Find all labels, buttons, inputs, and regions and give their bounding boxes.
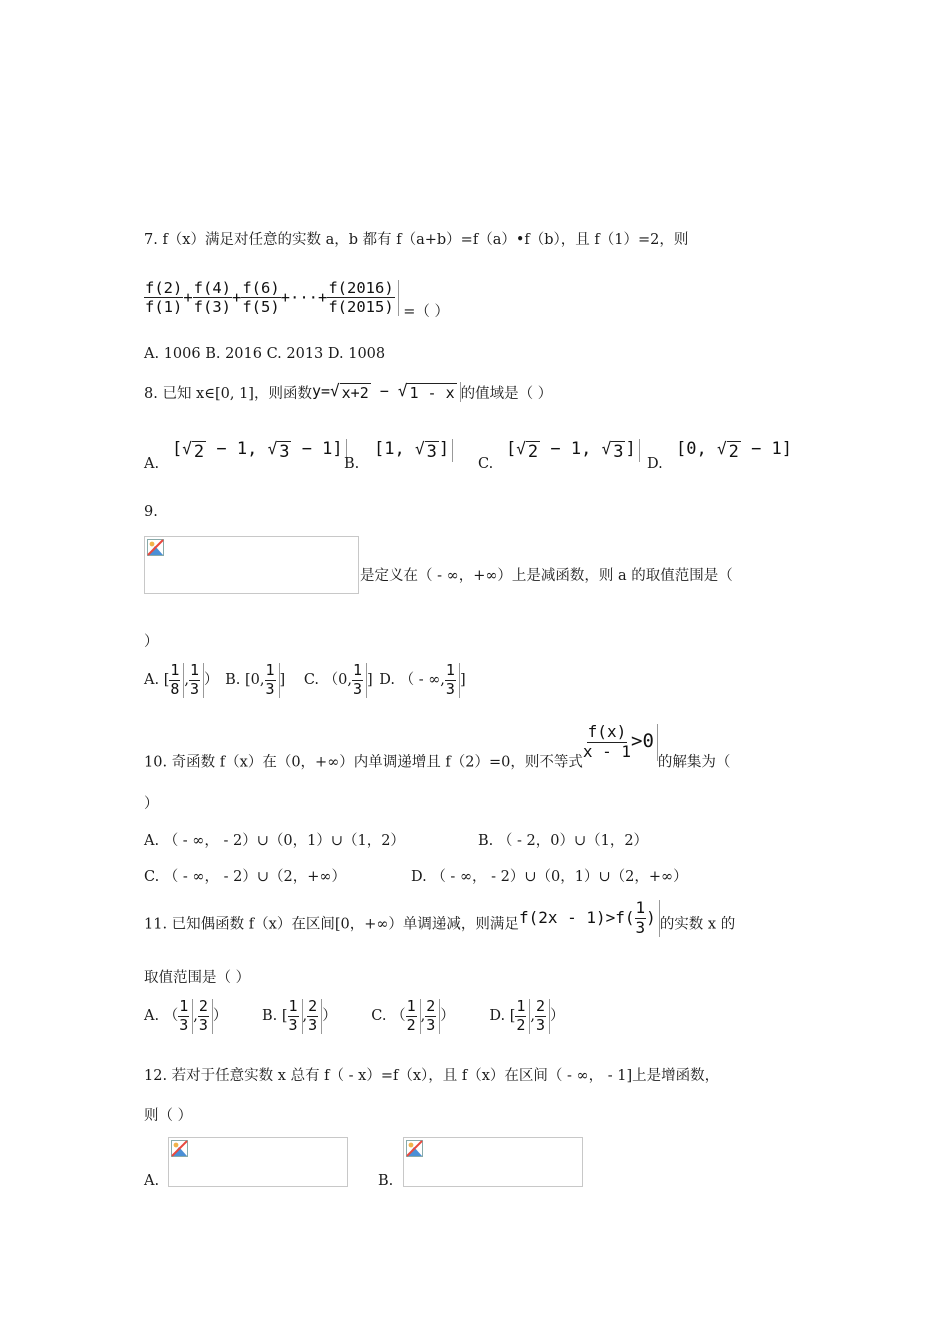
- q10-opt-c: C. （ - ∞， - 2）∪（2，+∞）: [144, 869, 346, 885]
- q12-opt-a-label: A.: [144, 1173, 160, 1189]
- q7-term-1: $\frac{f(2)}{f(1)}$: [145, 279, 183, 317]
- q12-opt-b-label: B.: [378, 1173, 394, 1189]
- q10-stem: 10. 奇函数 f（x）在（0，+∞）内单调递增且 f（2）=0，则不等式 $\frac{f(x)}{x - 1}$ >0的解集为（: [144, 722, 731, 771]
- q10-inequality: $\frac{f(x)}{x - 1}$ >0: [583, 724, 658, 761]
- q7-term-3: $\frac{f(6)}{f(5)}$: [242, 279, 280, 317]
- q9-stem: 是定义在（ - ∞，+∞）上是减函数，则 a 的取值范围是（: [360, 568, 733, 584]
- q7-options: A. 1006 B. 2016 C. 2013 D. 1008: [144, 346, 386, 362]
- q9-opt-a: A. [ $\frac{1}{8}$ , $\frac{1}{3}$ ）: [144, 661, 219, 698]
- q7-expression: [144, 280, 449, 321]
- q11-opt-a: A. （ $\frac{1}{3}$ , $\frac{2}{3}$ ）: [144, 997, 228, 1034]
- q9-close: ）: [144, 634, 159, 650]
- q12-opt-b-broken-image: [403, 1137, 583, 1187]
- q8-opt-d: [0, √ 2 − 1]: [676, 439, 793, 462]
- q12-opt-a-broken-image: [168, 1137, 348, 1187]
- q9-opt-d: D. （ - ∞, $\frac{1}{3}$ ]: [379, 661, 466, 698]
- q8-opt-c: [ √ 2 − 1, √ 3 ]: [506, 439, 640, 462]
- q11-stem: 11. 已知偶函数 f（x）在区间[0，+∞）单调递减，则满足f(2x - 1)>f( $\frac{1}{3}$ ) 的实数 x 的: [144, 898, 736, 937]
- q7-answer-blank: =（ ）: [403, 303, 450, 320]
- broken-image-icon: [406, 1140, 423, 1157]
- q8-opt-c-label: C.: [478, 456, 494, 472]
- q11-opt-d: D. [ $\frac{1}{2}$ , $\frac{2}{3}$ ）: [489, 997, 565, 1034]
- q8-stem: 8. 已知 x∈[0, 1]，则函数y= √ x+2 − √ 1 - x 的值域是（ ）: [144, 381, 553, 402]
- q10-opt-d: D. （ - ∞， - 2）∪（0，1）∪（2，+∞）: [411, 869, 688, 885]
- q9-broken-image: [144, 536, 359, 594]
- q7-term-2: $\frac{f(4)}{f(3)}$: [193, 279, 231, 317]
- q8-opt-b-label: B.: [344, 456, 360, 472]
- q7-stem: 7. f（x）满足对任意的实数 a，b 都有 f（a+b）=f（a）•f（b），且 f（1）=2，则: [144, 232, 689, 248]
- q11-line2: 取值范围是（ ）: [144, 970, 251, 986]
- q9-number: 9.: [144, 504, 158, 520]
- q8-opt-a: [ √ 2 − 1, √ 3 − 1]: [172, 439, 347, 462]
- q11-options: [144, 999, 565, 1034]
- q9-opt-b: B. [0, $\frac{1}{3}$ ]: [225, 661, 286, 698]
- q12-stem: 12. 若对于任意实数 x 总有 f（ - x）=f（x），且 f（x）在区间（ - ∞， - 1]上是增函数，: [144, 1068, 720, 1084]
- q9-opt-c: C. （0, $\frac{1}{3}$ ]: [303, 661, 373, 698]
- q9-options: [144, 663, 466, 698]
- q11-inequality: f(2x - 1)>f( $\frac{1}{3}$ ): [519, 900, 660, 937]
- q11-opt-c: C. （ $\frac{1}{2}$ , $\frac{2}{3}$ ）: [371, 997, 455, 1034]
- q10-opt-a: A. （ - ∞， - 2）∪（0，1）∪（1，2）: [144, 833, 405, 849]
- q8-opt-a-label: A.: [144, 456, 160, 472]
- q10-opt-b: B. （ - 2，0）∪（1，2）: [478, 833, 649, 849]
- q8-function: y= √ x+2 − √ 1 - x: [312, 382, 461, 402]
- broken-image-icon: [147, 539, 164, 556]
- q11-opt-b: B. [ $\frac{1}{3}$ , $\frac{2}{3}$ ）: [261, 997, 337, 1034]
- q8-opt-d-label: D.: [647, 456, 663, 472]
- q10-close: ）: [144, 796, 159, 812]
- q12-line2: 则（ ）: [144, 1108, 193, 1124]
- q7-sum: $\frac{f(2)}{f(1)}$ + $\frac{f(4)}{f(3)}$ + $\frac{f(6)}{f(5)}$ +···+ $\frac{f(2016)}{f(2015)}$: [144, 280, 399, 316]
- q7-term-last: $\frac{f(2016)}{f(2015)}$: [327, 280, 398, 316]
- q8-opt-b: [1, √ 3 ]: [374, 439, 453, 462]
- broken-image-icon: [171, 1140, 188, 1157]
